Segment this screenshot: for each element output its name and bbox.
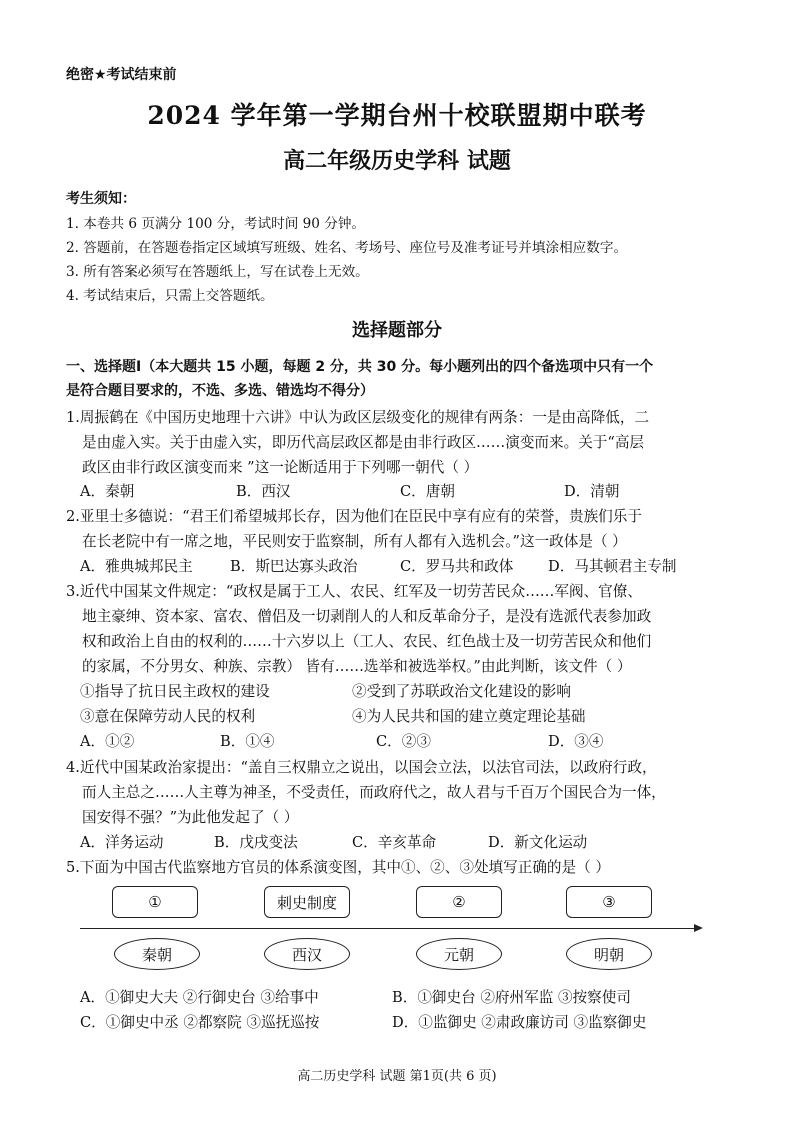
- question-3-statement-3: ③意在保障劳动人民的权利: [80, 708, 256, 725]
- question-5-option-a: A．①御史大夫 ②行御史台 ③给事中: [80, 989, 319, 1006]
- question-1-stem: 政区由非行政区演变而来 ”这一论断适用于下列哪一朝代（ ）: [82, 459, 479, 476]
- question-5-option-b: B．①御史台 ②府州军监 ③按察使司: [392, 989, 631, 1006]
- notice-item: 3. 所有答案必须写在答题纸上，写在试卷上无效。: [66, 264, 369, 280]
- notice-item: 1. 本卷共 6 页满分 100 分，考试时间 90 分钟。: [66, 216, 366, 232]
- question-1-option-b: B．西汉: [236, 483, 291, 500]
- exam-subtitle: 高二年级历史学科 试题: [283, 148, 511, 174]
- question-3-stem: 地主豪绅、资本家、富农、僧侣及一切剥削人的人和反革命分子，是没有选派代表参加政: [82, 608, 652, 625]
- question-4-option-c: C．辛亥革命: [352, 834, 437, 851]
- question-3-statement-4: ④为人民共和国的建立奠定理论基础: [352, 708, 586, 725]
- question-1-stem: 1.周振鹤在《中国历史地理十六讲》中认为政区层级变化的规律有两条：一是由高降低，二: [66, 409, 650, 426]
- question-5-option-d: D．①监御史 ②肃政廉访司 ③监察御史: [392, 1014, 647, 1031]
- notice-heading: 考生须知：: [66, 191, 136, 207]
- part-instructions: 一、选择题Ⅰ（本大题共 15 小题，每题 2 分，共 30 分。每小题列出的四个备选项中只有一个: [66, 359, 654, 375]
- timeline-line: [80, 928, 696, 929]
- question-4-option-b: B．戊戌变法: [214, 834, 298, 851]
- question-5-stem: 5.下面为中国古代监察地方官员的体系演变图，其中①、②、③处填写正确的是（ ）: [66, 859, 610, 876]
- question-4-option-d: D．新文化运动: [488, 834, 588, 851]
- question-3-statement-1: ①指导了抗日民主政权的建设: [80, 683, 270, 700]
- diagram-box-cishi: 刺史制度: [264, 886, 350, 918]
- question-2-option-d: D．马其顿君主专制: [548, 558, 677, 575]
- question-2-stem: 2.亚里士多德说：“君王们希望城邦长存，因为他们在臣民中享有应有的荣誉，贵族们乐于: [66, 508, 642, 525]
- diagram-box-2: ②: [416, 886, 502, 918]
- notice-item: 4. 考试结束后，只需上交答题纸。: [66, 288, 274, 304]
- dynasty-oval-ming: 明朝: [566, 938, 652, 970]
- question-3-statement-2: ②受到了苏联政治文化建设的影响: [352, 683, 571, 700]
- question-3-stem: 权和政治上自由的权利的……十六岁以上（工人、农民、红色战士及一切劳苦民众和他们: [82, 633, 652, 650]
- exam-title: 2024 学年第一学期台州十校联盟期中联考: [147, 101, 647, 130]
- question-4-stem: 而人主总之……人主尊为神圣，不受责任，而政府代之，故人君与千百万个国民合为一体，: [82, 784, 666, 801]
- question-4-option-a: A．洋务运动: [80, 834, 164, 851]
- page-footer: 高二历史学科 试题 第1页(共 6 页): [297, 1069, 497, 1084]
- question-1-option-d: D．清朝: [564, 483, 620, 500]
- question-2-option-b: B．斯巴达寡头政治: [230, 558, 358, 575]
- timeline-arrow-icon: [694, 924, 703, 932]
- dynasty-oval-xihan: 西汉: [264, 938, 350, 970]
- question-1-option-a: A．秦朝: [80, 483, 135, 500]
- question-2-option-c: C．罗马共和政体: [400, 558, 514, 575]
- question-3-option-d: D．③④: [548, 733, 604, 750]
- question-4-stem: 国安得不强？”为此他发起了（ ）: [82, 809, 299, 826]
- question-1-stem: 是由虚入实。关于由虚入实，即历代高层政区都是由非行政区……演变而来。关于“高层: [82, 434, 645, 451]
- question-4-stem: 4.近代中国某政治家提出：“盖自三权鼎立之说出，以国会立法，以法官司法，以政府行政，: [66, 759, 657, 776]
- question-3-stem: 的家属，不分男女、种族、宗教） 皆有……选举和被选举权。”由此判断，该文件（ ）: [82, 658, 632, 675]
- section-title: 选择题部分: [352, 320, 442, 341]
- question-3-option-b: B．①④: [220, 733, 275, 750]
- question-2-option-a: A．雅典城邦民主: [80, 558, 193, 575]
- diagram-box-1: ①: [112, 886, 198, 918]
- question-3-option-c: C．②③: [376, 733, 431, 750]
- question-3-stem: 3.近代中国某文件规定：“政权是属于工人、农民、红军及一切劳苦民众……军阀、官僚、: [66, 583, 642, 600]
- notice-item: 2. 答题前，在答题卷指定区域填写班级、姓名、考场号、座位号及准考证号并填涂相应数字。: [66, 240, 628, 256]
- part-instructions: 是符合题目要求的，不选、多选、错选均不得分）: [66, 383, 374, 399]
- diagram-box-3: ③: [566, 886, 652, 918]
- dynasty-oval-qin: 秦朝: [114, 938, 200, 970]
- question-2-stem: 在长老院中有一席之地，平民则安于监察制，所有人都有入选机会。”这一政体是（ ）: [82, 533, 627, 550]
- question-5-option-c: C．①御史中丞 ②都察院 ③巡抚巡按: [80, 1014, 320, 1031]
- confidential-mark: 绝密★考试结束前: [66, 67, 177, 83]
- dynasty-oval-yuan: 元朝: [416, 938, 502, 970]
- question-1-option-c: C．唐朝: [400, 483, 455, 500]
- question-3-option-a: A．①②: [80, 733, 135, 750]
